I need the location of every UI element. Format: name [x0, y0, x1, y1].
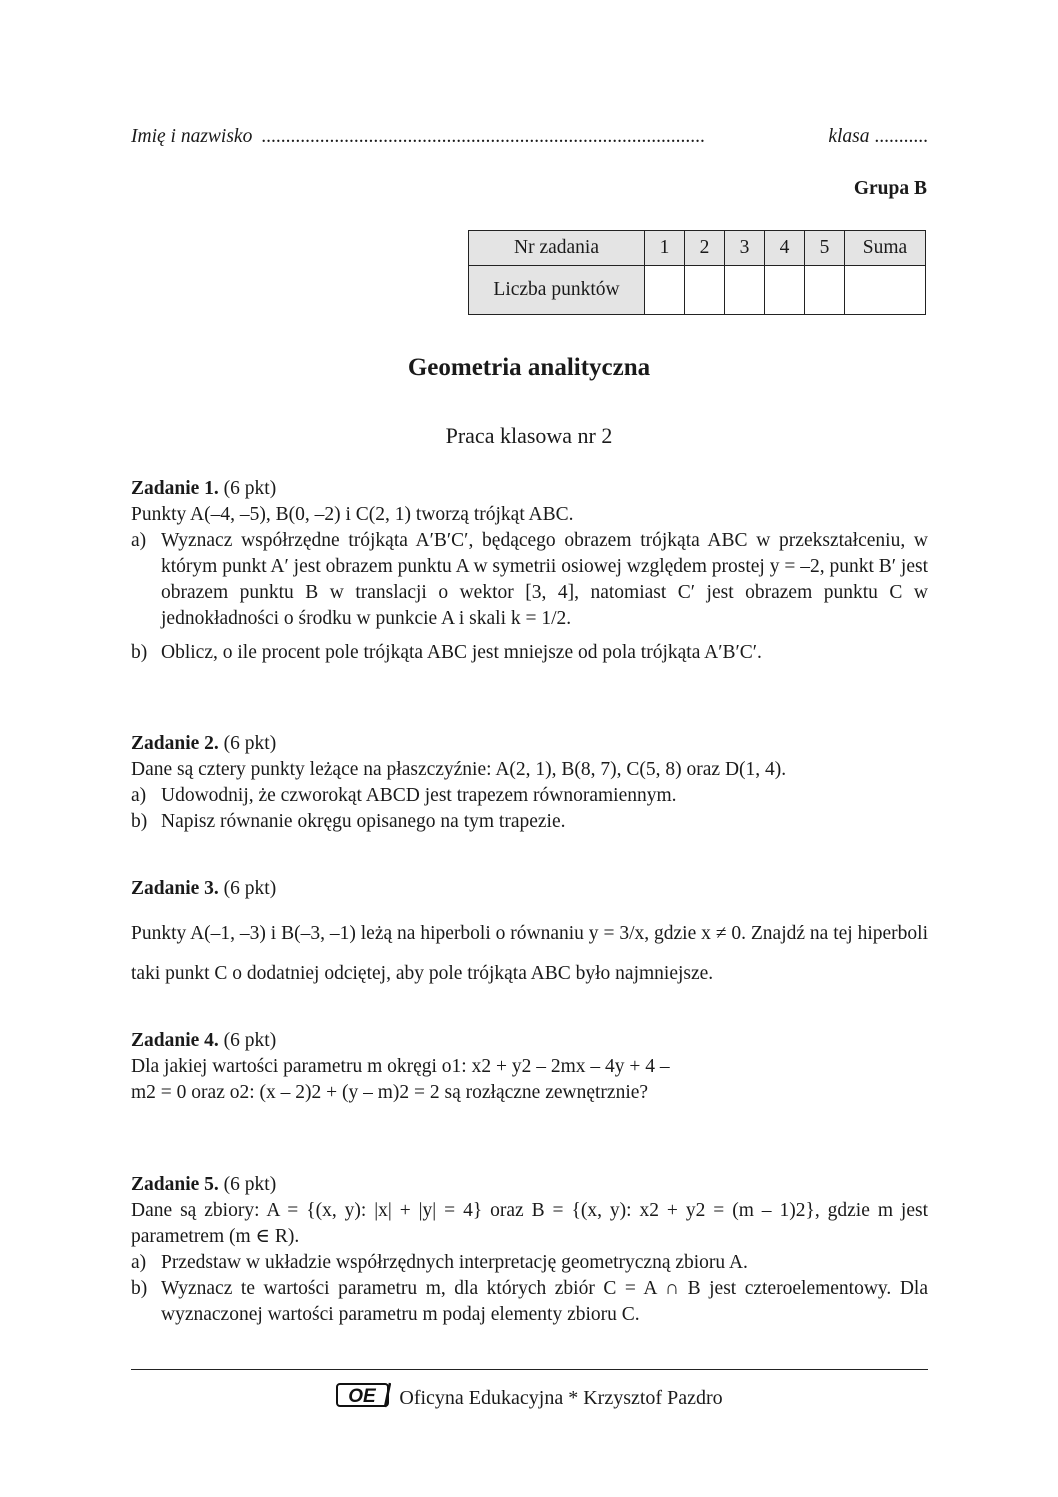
name-label: Imię i nazwisko	[131, 126, 253, 147]
task-number-1: 1	[645, 231, 685, 266]
task-1-intro: Punkty A(–4, –5), B(0, –2) i C(2, 1) tworzą trójkąt ABC.	[131, 504, 574, 525]
task-2-item-a	[131, 783, 928, 809]
item-marker: a)	[131, 1252, 147, 1273]
footer	[0, 1381, 1058, 1415]
task-number-4: 4	[765, 231, 805, 266]
publisher-logo-text: OE	[348, 1386, 377, 1407]
task-3-points: (6 pkt)	[223, 878, 277, 899]
task-2	[131, 731, 928, 835]
footer-divider	[131, 1369, 928, 1370]
task-5-heading: Zadanie 5.	[131, 1174, 219, 1195]
item-marker: a)	[131, 530, 147, 551]
task-2-item-a-text: Udowodnij, że czworokąt ABCD jest trapezem równoramiennym.	[161, 785, 677, 806]
task-1-points: (6 pkt)	[223, 478, 277, 499]
score-table	[468, 230, 926, 315]
task-2-item-b-text: Napisz równanie okręgu opisanego na tym trapezie.	[161, 811, 566, 832]
task-number-3: 3	[725, 231, 765, 266]
task-1-header	[131, 476, 928, 502]
task-4-header	[131, 1028, 928, 1054]
name-dots[interactable]: ...........................................................................................	[261, 126, 705, 147]
task-4-text: Dla jakiej wartości parametru m okręgi o1: x2 + y2 – 2mx – 4y + 4 – m2 = 0 oraz o2: (x – 2)2 + (y – m)2 = 2 są rozłączne zewnętrznie?	[131, 1056, 670, 1103]
task-2-intro: Dane są cztery punkty leżące na płaszczyźnie: A(2, 1), B(8, 7), C(5, 8) oraz D(1, 4).	[131, 759, 787, 780]
task-4-points: (6 pkt)	[223, 1030, 277, 1051]
page-title: Geometria analityczna	[407, 354, 651, 381]
points-cell-sum[interactable]	[845, 266, 926, 315]
item-marker: b)	[131, 642, 148, 663]
task-3-text: Punkty A(–1, –3) i B(–3, –1) leżą na hiperboli o równaniu y = 3/x, gdzie x ≠ 0. Znajdź na tej hiperboli taki punkt C o dodatniej odciętej, aby pole trójkąta ABC było najmniejsze.	[131, 923, 928, 984]
task-5-item-a-text: Przedstaw w układzie współrzędnych interpretację geometryczną zbioru A.	[161, 1252, 748, 1273]
item-marker: b)	[131, 811, 148, 832]
task-5-header	[131, 1172, 928, 1198]
task-2-item-b	[131, 809, 928, 835]
task-1-item-b-text: Oblicz, o ile procent pole trójkąta ABC jest mniejsze od pola trójkąta A′B′C′.	[161, 642, 762, 663]
task-4-heading: Zadanie 4.	[131, 1030, 219, 1051]
task-3-header	[131, 876, 928, 902]
points-cell-5[interactable]	[805, 266, 845, 315]
points-cell-3[interactable]	[725, 266, 765, 315]
task-5	[131, 1172, 928, 1328]
task-4	[131, 1028, 928, 1106]
task-3	[131, 876, 928, 994]
points-row-label: Liczba punktów	[469, 266, 645, 315]
task-number-2: 2	[685, 231, 725, 266]
sum-label: Suma	[845, 231, 926, 266]
task-1-heading: Zadanie 1.	[131, 478, 219, 499]
item-marker: b)	[131, 1278, 148, 1299]
task-5-points: (6 pkt)	[223, 1174, 277, 1195]
points-cell-2[interactable]	[685, 266, 725, 315]
item-marker: a)	[131, 785, 147, 806]
task-5-item-b	[131, 1276, 928, 1328]
task-1-item-a	[131, 528, 928, 632]
student-info-line	[131, 126, 928, 148]
task-1-item-b	[131, 640, 928, 666]
task-2-header	[131, 731, 928, 757]
task-5-item-a	[131, 1250, 928, 1276]
publisher-name: Oficyna Edukacyjna * Krzysztof Pazdro	[399, 1386, 723, 1409]
points-cell-1[interactable]	[645, 266, 685, 315]
task-3-heading: Zadanie 3.	[131, 878, 219, 899]
task-5-intro: Dane są zbiory: A = {(x, y): |x| + |y| = 4} oraz B = {(x, y): x2 + y2 = (m – 1)2}, gdzie m jest parametrem (m ∈ R).	[131, 1200, 928, 1247]
points-cell-4[interactable]	[765, 266, 805, 315]
task-2-heading: Zadanie 2.	[131, 733, 219, 754]
task-2-points: (6 pkt)	[223, 733, 277, 754]
page-subtitle: Praca klasowa nr 2	[445, 423, 613, 448]
task-number-row-label: Nr zadania	[469, 231, 645, 266]
publisher-logo	[335, 1381, 391, 1415]
class-label: klasa	[828, 126, 870, 147]
group-label: Grupa B	[853, 178, 927, 199]
task-5-item-b-text: Wyznacz te wartości parametru m, dla których zbiór C = A ∩ B jest czteroelementowy. Dla wyznaczonej wartości parametru m podaj elementy zbioru C.	[161, 1278, 928, 1325]
task-number-5: 5	[805, 231, 845, 266]
task-1	[131, 476, 928, 666]
task-1-item-a-text: Wyznacz współrzędne trójkąta A′B′C′, będącego obrazem trójkąta ABC w przekształceniu, w którym punkt A′ jest obrazem punktu A w symetrii osiowej względem prostej y = –2, punkt B′ jest obrazem punktu B w translacji o wektor [3, 4], natomiast C′ jest obrazem punktu C w jednokładności o środku w punkcie A i skali k = 1/2.	[161, 530, 928, 629]
class-dots[interactable]: ...........	[874, 126, 928, 147]
